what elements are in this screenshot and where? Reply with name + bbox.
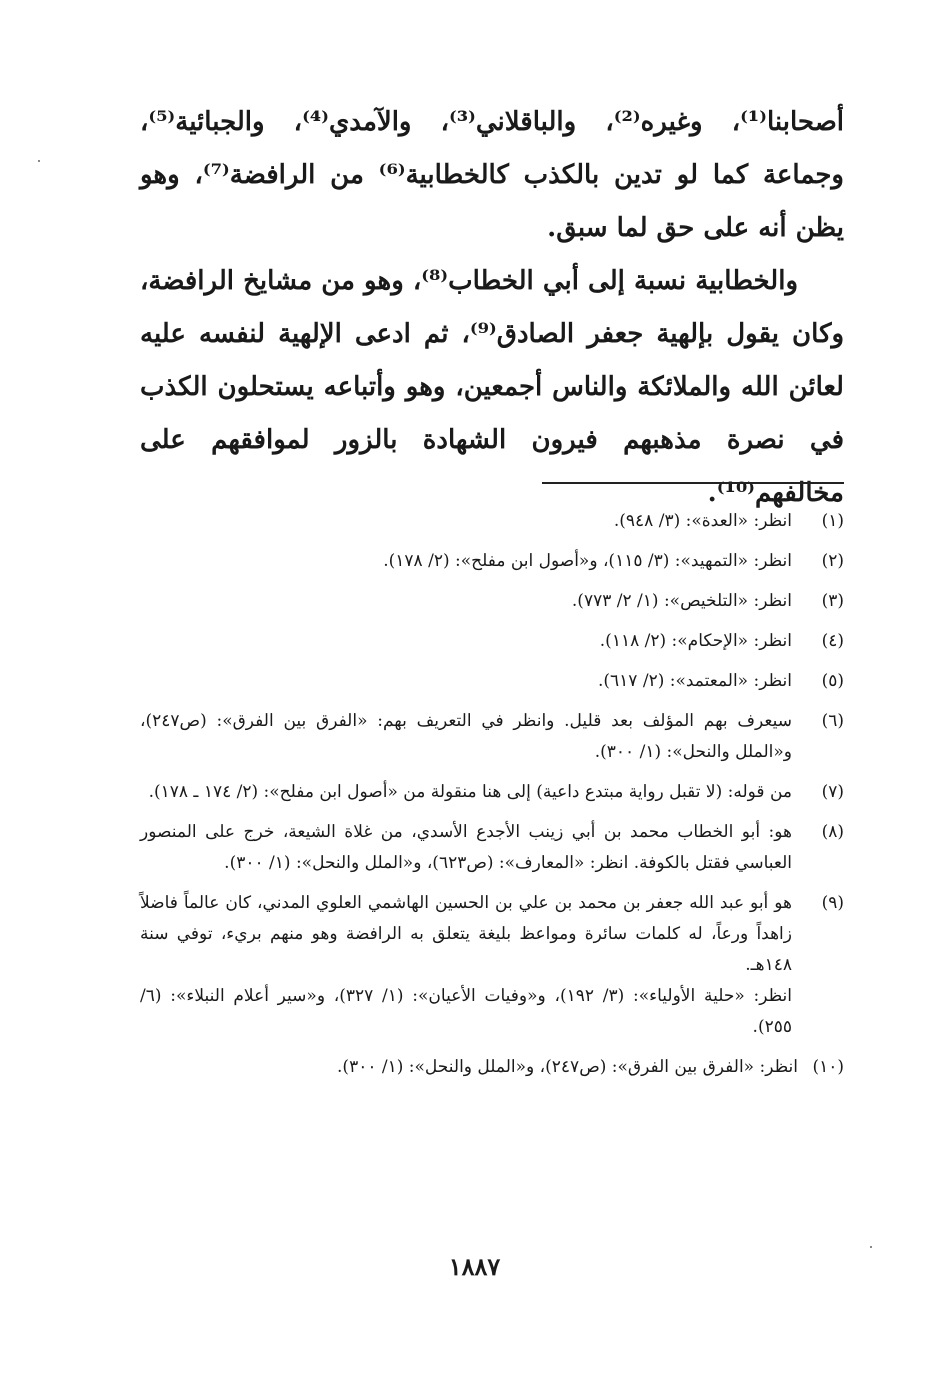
footnote-10 — [140, 1052, 844, 1083]
footnote-text: انظر: «المعتمد»: (٢/ ٦١٧). — [597, 671, 792, 691]
footnote-text: انظر: «حلية الأولياء»: (٣/ ١٩٢)، و«وفيات الأعيان»: (١/ ٣٢٧)، و«سير أعلام النبلاء»: (٦/ ٢٥٥). — [140, 986, 792, 1037]
footnote-text: انظر: «التلخيص»: (١/ ٢/ ٧٧٣). — [571, 591, 792, 611]
footnote-text: انظر: «العدة»: (٣/ ٩٤٨). — [613, 511, 792, 531]
text-line: والخطابية نسبة إلى أبي الخطاب⁽⁸⁾، وهو من مشايخ الرافضة، وكان — [140, 266, 844, 349]
footnote-text: هو: أبو الخطاب محمد بن أبي زينب الأجدع الأسدي، من غلاة الشيعة، خرج على المنصور العباسي فقتل بالكوفة. انظر: «المعارف»: (ص٦٢٣)، و«الملل والنحل»: (١/ ٣٠٠). — [140, 822, 792, 873]
main-text — [140, 96, 844, 520]
text-line: فيرون الشهادة بالزور لموافقهم على مخالفهم⁽¹⁰⁾. — [140, 425, 844, 508]
footnote-5 — [140, 666, 844, 697]
footnote-text: انظر: «الإحكام»: (٢/ ١١٨). — [599, 631, 792, 651]
scan-speck — [38, 160, 40, 162]
footnote-8 — [140, 817, 844, 879]
footnotes — [140, 506, 844, 1092]
footnote-4 — [140, 626, 844, 657]
footnote-7 — [140, 777, 844, 808]
footnote-number: (٩) — [821, 893, 844, 913]
footnote-number: (٤) — [821, 631, 844, 651]
footnote-text: انظر: «الفرق بين الفرق»: (ص٢٤٧)، و«الملل والنحل»: (١/ ٣٠٠). — [337, 1057, 798, 1077]
footnote-number: (٢) — [821, 551, 844, 571]
paragraph-2 — [140, 255, 844, 520]
footnote-6 — [140, 706, 844, 768]
footnote-number: (١٠) — [812, 1057, 844, 1077]
footnote-number: (٦) — [821, 711, 844, 731]
footnote-1 — [140, 506, 844, 537]
footnote-number: (٨) — [821, 822, 844, 842]
footnote-9 — [140, 888, 844, 1043]
footnote-text: هو أبو عبد الله جعفر بن محمد بن علي بن الحسين الهاشمي العلوي المدني، كان عالماً فاضلاً زاهداً ورعاً، له كلمات سائرة ومواعظ بليغة يتعلق به الرافضة وهو منهم بريء، توفي سنة ١٤٨هـ. — [140, 893, 792, 975]
page-body — [140, 96, 845, 1077]
text-line: يقول بإلهية جعفر الصادق⁽⁹⁾، ثم ادعى الإلهية لنفسه عليه لعائن الله — [140, 319, 844, 402]
scan-speck — [870, 1246, 872, 1248]
paragraph-1 — [140, 96, 844, 255]
text-line: كما لو تدين بالكذب كالخطابية⁽⁶⁾ من الرافضة⁽⁷⁾، وهو يظن أنه على حق لما — [140, 160, 844, 243]
footnote-number: (٧) — [821, 782, 844, 802]
footnote-number: (٥) — [821, 671, 844, 691]
footnote-number: (٣) — [821, 591, 844, 611]
text-line: أصحابنا⁽¹⁾، وغيره⁽²⁾، والباقلاني⁽³⁾، والآمدي⁽⁴⁾، والجبائية⁽⁵⁾، وجماعة — [140, 107, 844, 190]
footnote-separator — [542, 482, 844, 484]
footnote-3 — [140, 586, 844, 617]
text-line: والملائكة والناس أجمعين، وهو وأتباعه يستحلون الكذب في نصرة مذهبهم — [140, 372, 845, 455]
footnote-text: انظر: «التمهيد»: (٣/ ١١٥)، و«أصول ابن مفلح»: (٢/ ١٧٨). — [383, 551, 792, 571]
text-line: سبق. — [547, 213, 608, 243]
footnote-number: (١) — [821, 511, 844, 531]
page-number: ١٨٨٧ — [448, 1252, 501, 1281]
footnote-text: سيعرف بهم المؤلف بعد قليل. وانظر في التعريف بهم: «الفرق بين الفرق»: (ص٢٤٧)، و«الملل والنحل»: (١/ ٣٠٠). — [140, 711, 792, 762]
footnote-2 — [140, 546, 844, 577]
footnote-text: من قوله: (لا تقبل رواية مبتدع داعية) إلى هنا منقولة من «أصول ابن مفلح»: (٢/ ١٧٤ ـ ١٧٨). — [148, 782, 792, 802]
